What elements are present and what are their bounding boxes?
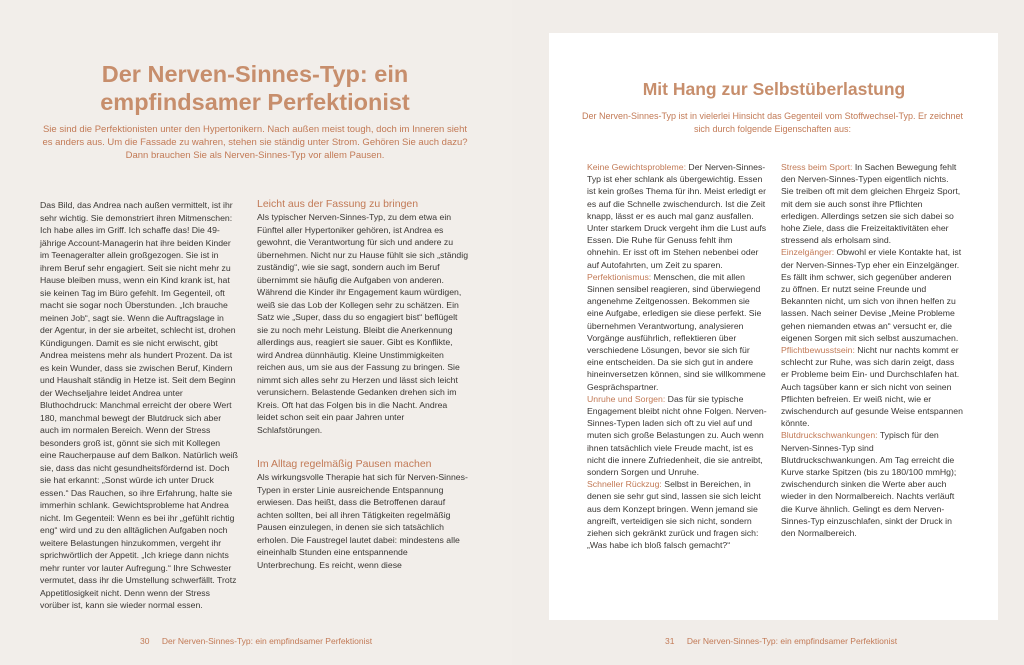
body-text: Das Bild, das Andrea nach außen vermittelt, ist ihr sehr wichtig. Sie demonstriert ihren Mitmenschen: Ich habe alles im Griff. Ich schaffe das! Die 49-jährige Account-Managerin hat ihre beiden Kinder im Teenageralter allein großgezogen. Sie ist in ihrem Beruf sehr engagiert. Seit sie nicht mehr zu Hause bleiben muss, wenn ein Kind krank ist, hat sie keinen Tag im Büro gefehlt. Im Gegenteil, oft macht sie sogar noch Überstunden. „Ich brauche meinen Job“, sagt sie. Wenn die Auftragslage in der Agentur, in der sie arbeitet, schlecht ist, drohen Kündigungen. Damit es sie nicht erwischt, gibt Andrea meistens mehr als hundert Prozent. Da ist es kein Wunder, dass sie zwischen Beruf, Kindern und Haushalt ständig in Hetze ist. Seit dem Beginn der Wechseljahre leidet Andrea unter Bluthochdruck: Manchmal erreicht der obere Wert 180, manchmal bewegt der Blutdruck sich aber auch im normalen Bereich. Wenn der Stress besonders groß ist, gönnt sie sich mit Kollegen eine Raucherpause auf dem Balkon. Natürlich weiß sie, dass das nicht gesundheitsfördernd ist. Doch sie hat erkannt: „Sonst würde ich unter Druck essen.“ Das Rauchen, so ihre Erfahrung, halte sie immerhin schlank. Gewichtsprobleme hat Andrea nicht. Im Gegenteil: Wenn es bei ihr „gefühlt richtig eng“ wird und zu den alltäglichen Aufgaben noch weitere Belastungen hinzukommen, vergeht ihr sprichwörtlich der Appetit. „Ich kriege dann nichts mehr runter vor lauter Aufregung.“ Ihre Schwester vermutet, dass ihr die Umstellung schwerfällt. Trotz Appetitlosigkeit nicht. Denn wenn der Stress vorüber ist, kann sie wieder normal essen. — [40, 200, 238, 610]
list-item: Perfektionismus: Menschen, die mit allen Sinnen sensibel reagieren, sind überwiegend angenehme Zeitgenossen. Bekommen sie eine Aufgabe, erledigen sie diese perfekt. Sie übernehmen Verantwortung, analysieren Vorgänge ausführlich, reflektieren über verschiedene Lösungen, bevor sie sich für eine entscheiden. Da sie sich gut in andere hineinversetzen können, sind sie willkommene Gesprächspartner. — [587, 271, 766, 392]
list-item: Blutdruckschwankungen: Typisch für den Nerven-Sinnes-Typ sind Blutdruckschwankungen. Am Tag erreicht die Kurve starke Spitzen (bis zu 180/100 mmHg); zwischendurch sinken die Werte aber auch wieder in den Normalbereich. Nachts verläuft die Kurve ähnlich. Gelingt es dem Nerven-Sinnes-Typ einzuschlafen, sinkt der Druck in den Normalbereich. — [781, 430, 957, 539]
list-item: Einzelgänger: Obwohl er viele Kontakte hat, ist der Nerven-Sinnes-Typ eher ein Einzelgänger. Es fällt ihm schwer, sich gegenüber anderen zu öffnen. Er nutzt seine Freunde und Bekannten nicht, um sich von ihnen helfen zu lassen. Nach seiner Devise „Meine Probleme gehen niemanden etwas an“ versucht er, die eigenen Sorgen mit sich selbst auszumachen. — [781, 247, 962, 343]
page-number: 31 — [665, 636, 675, 646]
left-column-1 — [40, 199, 238, 612]
list-item: Stress beim Sport: In Sachen Bewegung fehlt den Nerven-Sinnes-Typen eigentlich nichts. Sie treiben oft mit dem gleichen Ehrgeiz Sport, mit dem sie auch sonst ihre Pflichten erledigen. Allerdings setzen sie sich dabei so hohe Ziele, dass die Freizeitaktivitäten eher stressend als erholsam sind. — [781, 162, 961, 246]
right-column-2 — [781, 161, 963, 539]
chapter-intro: Sie sind die Perfektionisten unter den Hypertonikern. Nach außen meist tough, doch im Inneren sieht es anders aus. Um die Fassade zu wahren, stehen sie ständig unter Strom. Gehören Sie auch dazu? Dann brauchen Sie als Nerven-Sinnes-Typ vor allem Pausen. — [42, 124, 468, 161]
right-column-1 — [587, 161, 767, 552]
list-item: Unruhe und Sorgen: Das für sie typische Engagement bleibt nicht ohne Folgen. Nerven-Sinnes-Typen laden sich oft zu viel auf und muten sich große Belastungen zu. Auch wenn ihnen tatsächlich viele Freude macht, ist es nicht die innere Zufriedenheit, die sie antreibt, sondern Sorgen und Unruhe. — [587, 393, 767, 478]
list-item: Pflichtbewusstsein: Nicht nur nachts kommt er schlecht zur Ruhe, was sich darin zeigt, dass er Probleme beim Ein- und Durchschlafen hat. Auch tagsüber kann er sich nicht von seinen Pflichten befreien. Er weiß nicht, wie er zwischendurch auf gesunde Weise entspannen könnte. — [781, 345, 963, 429]
section-intro: Der Nerven-Sinnes-Typ ist in vielerlei Hinsicht das Gegenteil vom Stoffwechsel-Typ. Er zeichnet sich durch folgende Eigenschaften aus: — [582, 111, 963, 134]
page-footer-right — [665, 636, 897, 646]
running-title: Der Nerven-Sinnes-Typ: ein empfindsamer Perfektionist — [161, 636, 373, 646]
section-title: Mit Hang zur Selbstüberlastung — [642, 79, 906, 99]
body-text: Als wirkungsvolle Therapie hat sich für Nerven-Sinnes-Typen in erster Linie ausreichende Entspannung erwiesen. Das heißt, dass die Betroffenen darauf achten sollten, bei all ihren Tätigkeiten regelmäßig Pausen einzulegen, in denen sie sich tatsächlich erholen. Die Faustregel lautet dabei: mindestens alle eineinhalb Stunden eine entspannende Unterbrechung. Es reicht, wenn diese — [257, 472, 468, 570]
chapter-title: Der Nerven-Sinnes-Typ: ein empfindsamer Perfektionist — [100, 61, 410, 115]
page-number: 30 — [140, 636, 150, 646]
running-title: Der Nerven-Sinnes-Typ: ein empfindsamer Perfektionist — [686, 636, 898, 646]
list-item: Keine Gewichtsprobleme: Der Nerven-Sinnes-Typ ist eher schlank als übergewichtig. Essen ist kein großes Thema für ihn. Meist erledigt er es auf die Schnelle zwischendurch. Ist die Zeit knapp, lässt er es auch mal ganz ausfallen. Unter starkem Druck vergeht ihm die Lust aufs Essen. Die Ruhe für Genuss fehlt ihm ohnehin. Er isst oft im Stehen nebenbei oder auf Autofahrten, um Zeit zu sparen. — [587, 162, 767, 270]
left-column-2 — [257, 197, 469, 571]
subheading-fassung: Leicht aus der Fassung zu bringen — [257, 198, 419, 210]
subheading-pausen: Im Alltag regelmäßig Pausen machen — [257, 458, 432, 470]
page-footer-left — [140, 636, 372, 646]
list-item: Schneller Rückzug: Selbst in Bereichen, in denen sie sehr gut sind, lassen sie sich leicht aus dem Konzept bringen. Wenn jemand sie angreift, verteidigen sie sich nicht, sondern ziehen sich gekränkt zurück und fragen sich: „Was habe ich bloß falsch gemacht?“ — [587, 479, 761, 551]
body-text: Als typischer Nerven-Sinnes-Typ, zu dem etwa ein Fünftel aller Hypertoniker gehören, ist Andrea es gewohnt, die Verantwortung für sich und andere zu übernehmen. Nicht nur zu Hause fühlt sie sich „ständig zuständig“, wie sie sagt, sondern auch im Beruf übernimmt sie häufig die Aufgaben von anderen. Während die Kinder ihr Engagement kaum würdigen, weiß sie das Lob der Kollegen sehr zu schätzen. Ein Satz wie „Super, dass du so engagiert bist“ beflügelt sie zu noch mehr Leistung. Bleibt die Anerkennung allerdings aus, reagiert sie sauer. Gibt es Konflikte, wird Andrea dünnhäutig. Kleine Unstimmigkeiten reichen aus, um sie aus der Fassung zu bringen. Sie nimmt sich alles sehr zu Herzen und lässt sich leicht verunsichern. Belastende Gedanken drehen sich im Kreis. Oft hat das Folgen bis in die Nacht. Andrea leidet schon seit ein paar Jahren unter Schlafstörungen. — [257, 212, 469, 435]
